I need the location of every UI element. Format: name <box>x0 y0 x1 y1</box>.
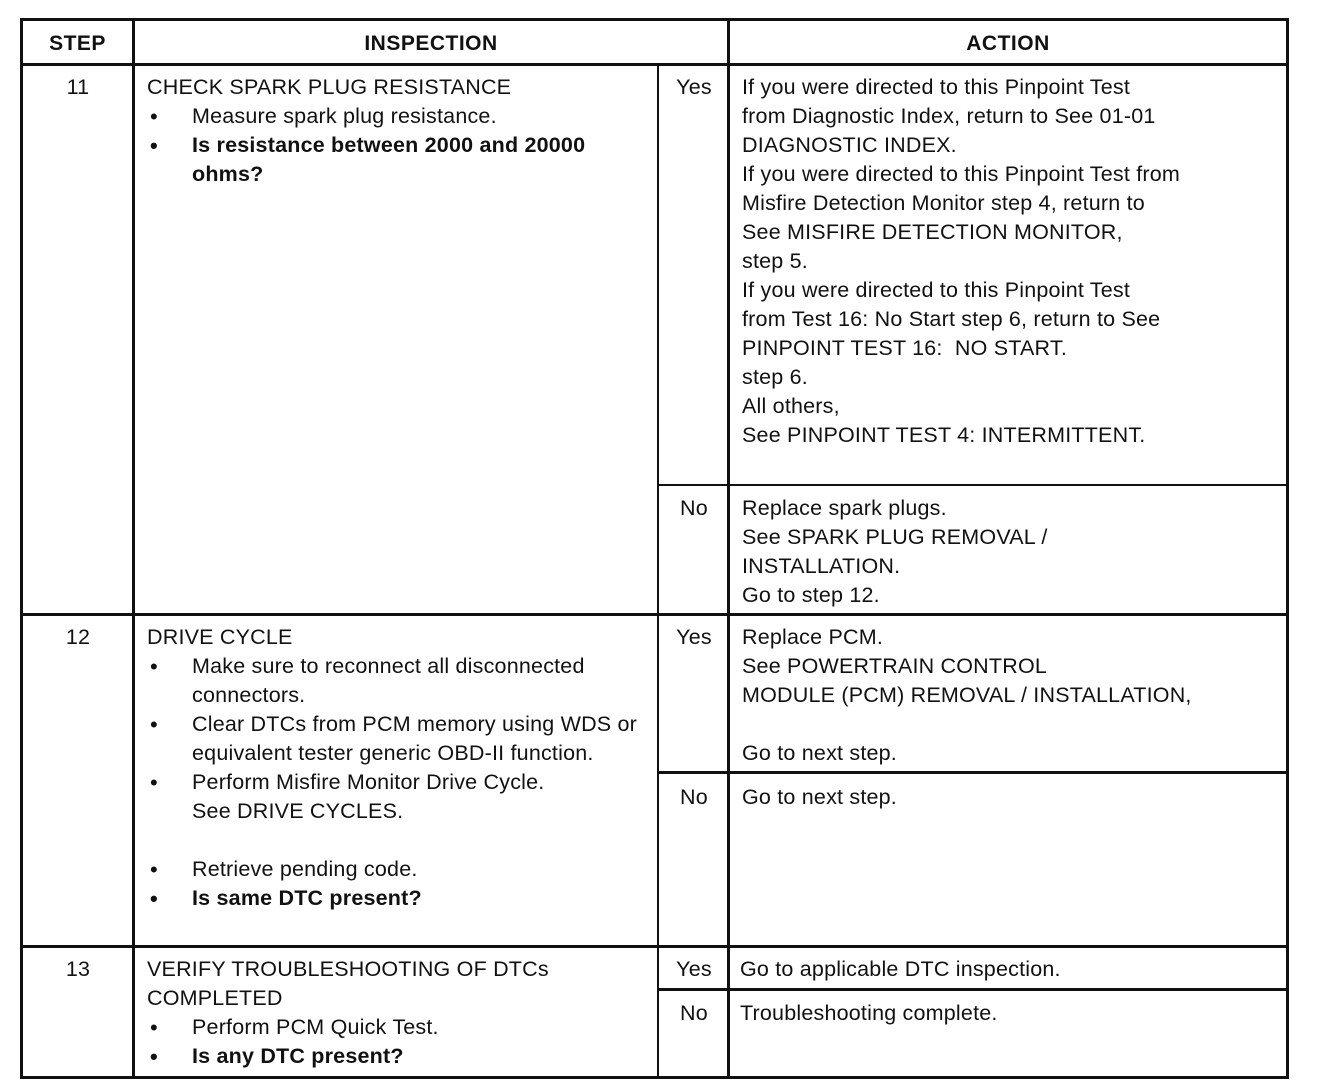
bullet-item: • Retrieve pending code. <box>147 855 647 884</box>
bullet-item: • Measure spark plug resistance. <box>147 102 647 131</box>
no-label: No <box>680 785 708 809</box>
yes-label: Yes <box>676 625 712 649</box>
no-action: Go to next step. <box>742 785 897 809</box>
header-divider <box>20 63 1289 66</box>
bullet-item: • Perform PCM Quick Test. <box>147 1013 607 1042</box>
border-left <box>20 18 23 1079</box>
bullet-question: • Is any DTC present? <box>147 1042 607 1071</box>
inspection-cell <box>147 955 607 1071</box>
border-right <box>1286 18 1289 1079</box>
header-inspection: INSPECTION <box>364 32 498 55</box>
inspection-title: CHECK SPARK PLUG RESISTANCE <box>147 75 512 99</box>
header-action: ACTION <box>966 32 1050 55</box>
yesno-divider-12 <box>657 771 1289 774</box>
no-action: Troubleshooting complete. <box>740 1001 998 1025</box>
yesno-divider-13 <box>657 988 1289 991</box>
bullet-item: • Make sure to reconnect all disconnected connectors. <box>147 652 647 710</box>
row-divider-11-12 <box>20 613 1289 616</box>
bullet-question: • Is same DTC present? <box>147 884 647 913</box>
yes-label: Yes <box>676 75 712 99</box>
border-top <box>20 18 1289 21</box>
step-number: 12 <box>65 625 91 649</box>
bullet-question: • Is resistance between 2000 and 20000 ohms? <box>147 131 647 189</box>
header-step: STEP <box>49 32 106 55</box>
border-bottom <box>20 1076 1289 1079</box>
col-divider-action <box>727 18 730 1079</box>
bullet-item: • Perform Misfire Monitor Drive Cycle. <box>147 768 647 797</box>
no-label: No <box>680 496 708 520</box>
yes-action: Go to applicable DTC inspection. <box>740 957 1061 981</box>
step-number: 13 <box>65 957 91 981</box>
bullet-continuation: See DRIVE CYCLES. <box>192 799 404 823</box>
yesno-divider-11 <box>657 484 1289 486</box>
col-divider-step <box>132 18 135 1079</box>
inspection-title: VERIFY TROUBLESHOOTING OF DTCs COMPLETED <box>147 957 549 1010</box>
yes-label: Yes <box>676 957 712 981</box>
yes-action: If you were directed to this Pinpoint Test from Diagnostic Index, return to See 01-01 DIAGNOSTIC INDEX. If you were directed to this Pinpoint Test from Misfire Detection Monitor step 4, return to See MISFIRE DETECTION MONITOR, step 5. If you were directed to this Pinpoint Test from Test 16: No Start step 6, return to See PINPOINT TEST 16: NO START. step 6. All others, See PINPOINT TEST 4: INTERMITTENT. <box>742 75 1181 447</box>
no-action: Replace spark plugs. See SPARK PLUG REMOVAL / INSTALLATION. Go to step 12. <box>742 496 1048 607</box>
row-divider-12-13 <box>20 945 1289 948</box>
step-number: 11 <box>66 75 90 99</box>
inspection-cell <box>147 623 647 913</box>
yes-action: Replace PCM. See POWERTRAIN CONTROL MODULE (PCM) REMOVAL / INSTALLATION, Go to next step. <box>742 625 1192 765</box>
no-label: No <box>680 1001 708 1025</box>
inspection-title: DRIVE CYCLE <box>147 625 293 649</box>
inspection-cell <box>147 73 647 189</box>
col-divider-yesno <box>657 64 659 1079</box>
bullet-item: • Clear DTCs from PCM memory using WDS or equivalent tester generic OBD-II function. <box>147 710 647 768</box>
